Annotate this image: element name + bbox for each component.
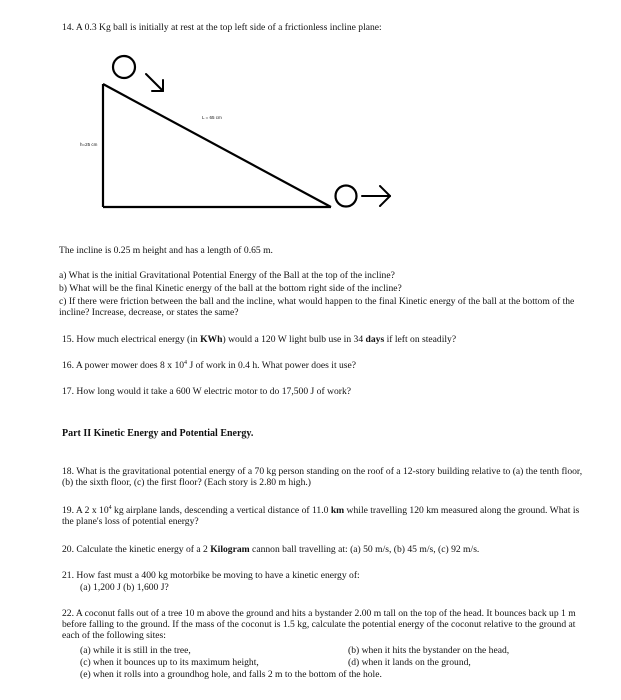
q22-part-c: (c) when it bounces up to its maximum height, [80,657,259,668]
q19-unit: km [330,505,345,516]
length-label: L = 65 cm [202,115,222,120]
incline-slope [103,84,331,207]
q17: 17. How long would it take a 600 W electric motor to do 17,500 J of work? [62,386,352,397]
q18: 18. What is the gravitational potential energy of a 70 kg person standing on the roof of a 12-story building relative to (a) the tenth floor, (b) the sixth floor, (c) the first floor? (Each story is 2.80 m high.) [62,466,583,489]
q15-days: days [365,334,385,345]
q22-part-a: (a) while it is still in the tree, [80,645,191,656]
q21-line2: (a) 1,200 J (b) 1,600 J? [80,582,169,593]
q19: 19. A 2 x $10^4$ kg airplane lands, descending a vertical distance of 11.0 km while travelling 120 km measured along the ground. What is the plane's loss of potential energy? [62,505,580,528]
arrow-right-icon [362,186,390,206]
q22-part-e: (e) when it rolls into a groundhog hole, and falls 2 m to the bottom of the hole. [80,669,382,680]
q14-part-c: c) If there were friction between the ball and the incline, what would happen to the final Kinetic energy of the ball at the bottom of the incline? Increase, decrease, or states the same? [59,296,575,319]
q14-part-a: a) What is the initial Gravitational Potential Energy of the Ball at the top of the incline? [59,270,395,281]
ball-top-icon [113,56,135,78]
q14-title: 14. A 0.3 Kg ball is initially at rest at the top left side of a frictionless incline plane: [62,22,382,33]
q15: 15. How much electrical energy (in KWh) would a 120 W light bulb use in 34 days if left on steadily? [62,334,457,345]
arrow-down-right-icon [146,74,163,91]
q20: 20. Calculate the kinetic energy of a 2 Kilogram cannon ball travelling at: (a) 50 m/s, (b) 45 m/s, (c) 92 m/s. [62,544,480,555]
q14-part-b: b) What will be the final Kinetic energy of the ball at the bottom right side of the incline? [59,283,402,294]
q20-unit: Kilogram [210,544,250,555]
q14-given: The incline is 0.25 m height and has a length of 0.65 m. [59,245,273,256]
incline-diagram [0,0,621,240]
q22-part-d: (d) when it lands on the ground, [348,657,471,668]
q21-line1: 21. How fast must a 400 kg motorbike be moving to have a kinetic energy of: [62,570,360,581]
part2-heading: Part II Kinetic Energy and Potential Energy. [62,428,254,439]
height-label: h=25 cm [80,142,98,147]
q15-unit: KWh [200,334,223,345]
q22-text: 22. A coconut falls out of a tree 10 m above the ground and hits a bystander 2.00 m tall on the top of the head. It bounces back up 1 m before falling to the ground. If the mass of the coconut is 1.5 kg, calculate the potential energy of the coconut relative to the ground at each of the following sites: [62,608,576,642]
q22-part-b: (b) when it hits the bystander on the head, [348,645,510,656]
q16: 16. A power mower does 8 x $10^4$ J of work in 0.4 h. What power does it use? [62,360,357,371]
ball-bottom-icon [336,186,357,207]
